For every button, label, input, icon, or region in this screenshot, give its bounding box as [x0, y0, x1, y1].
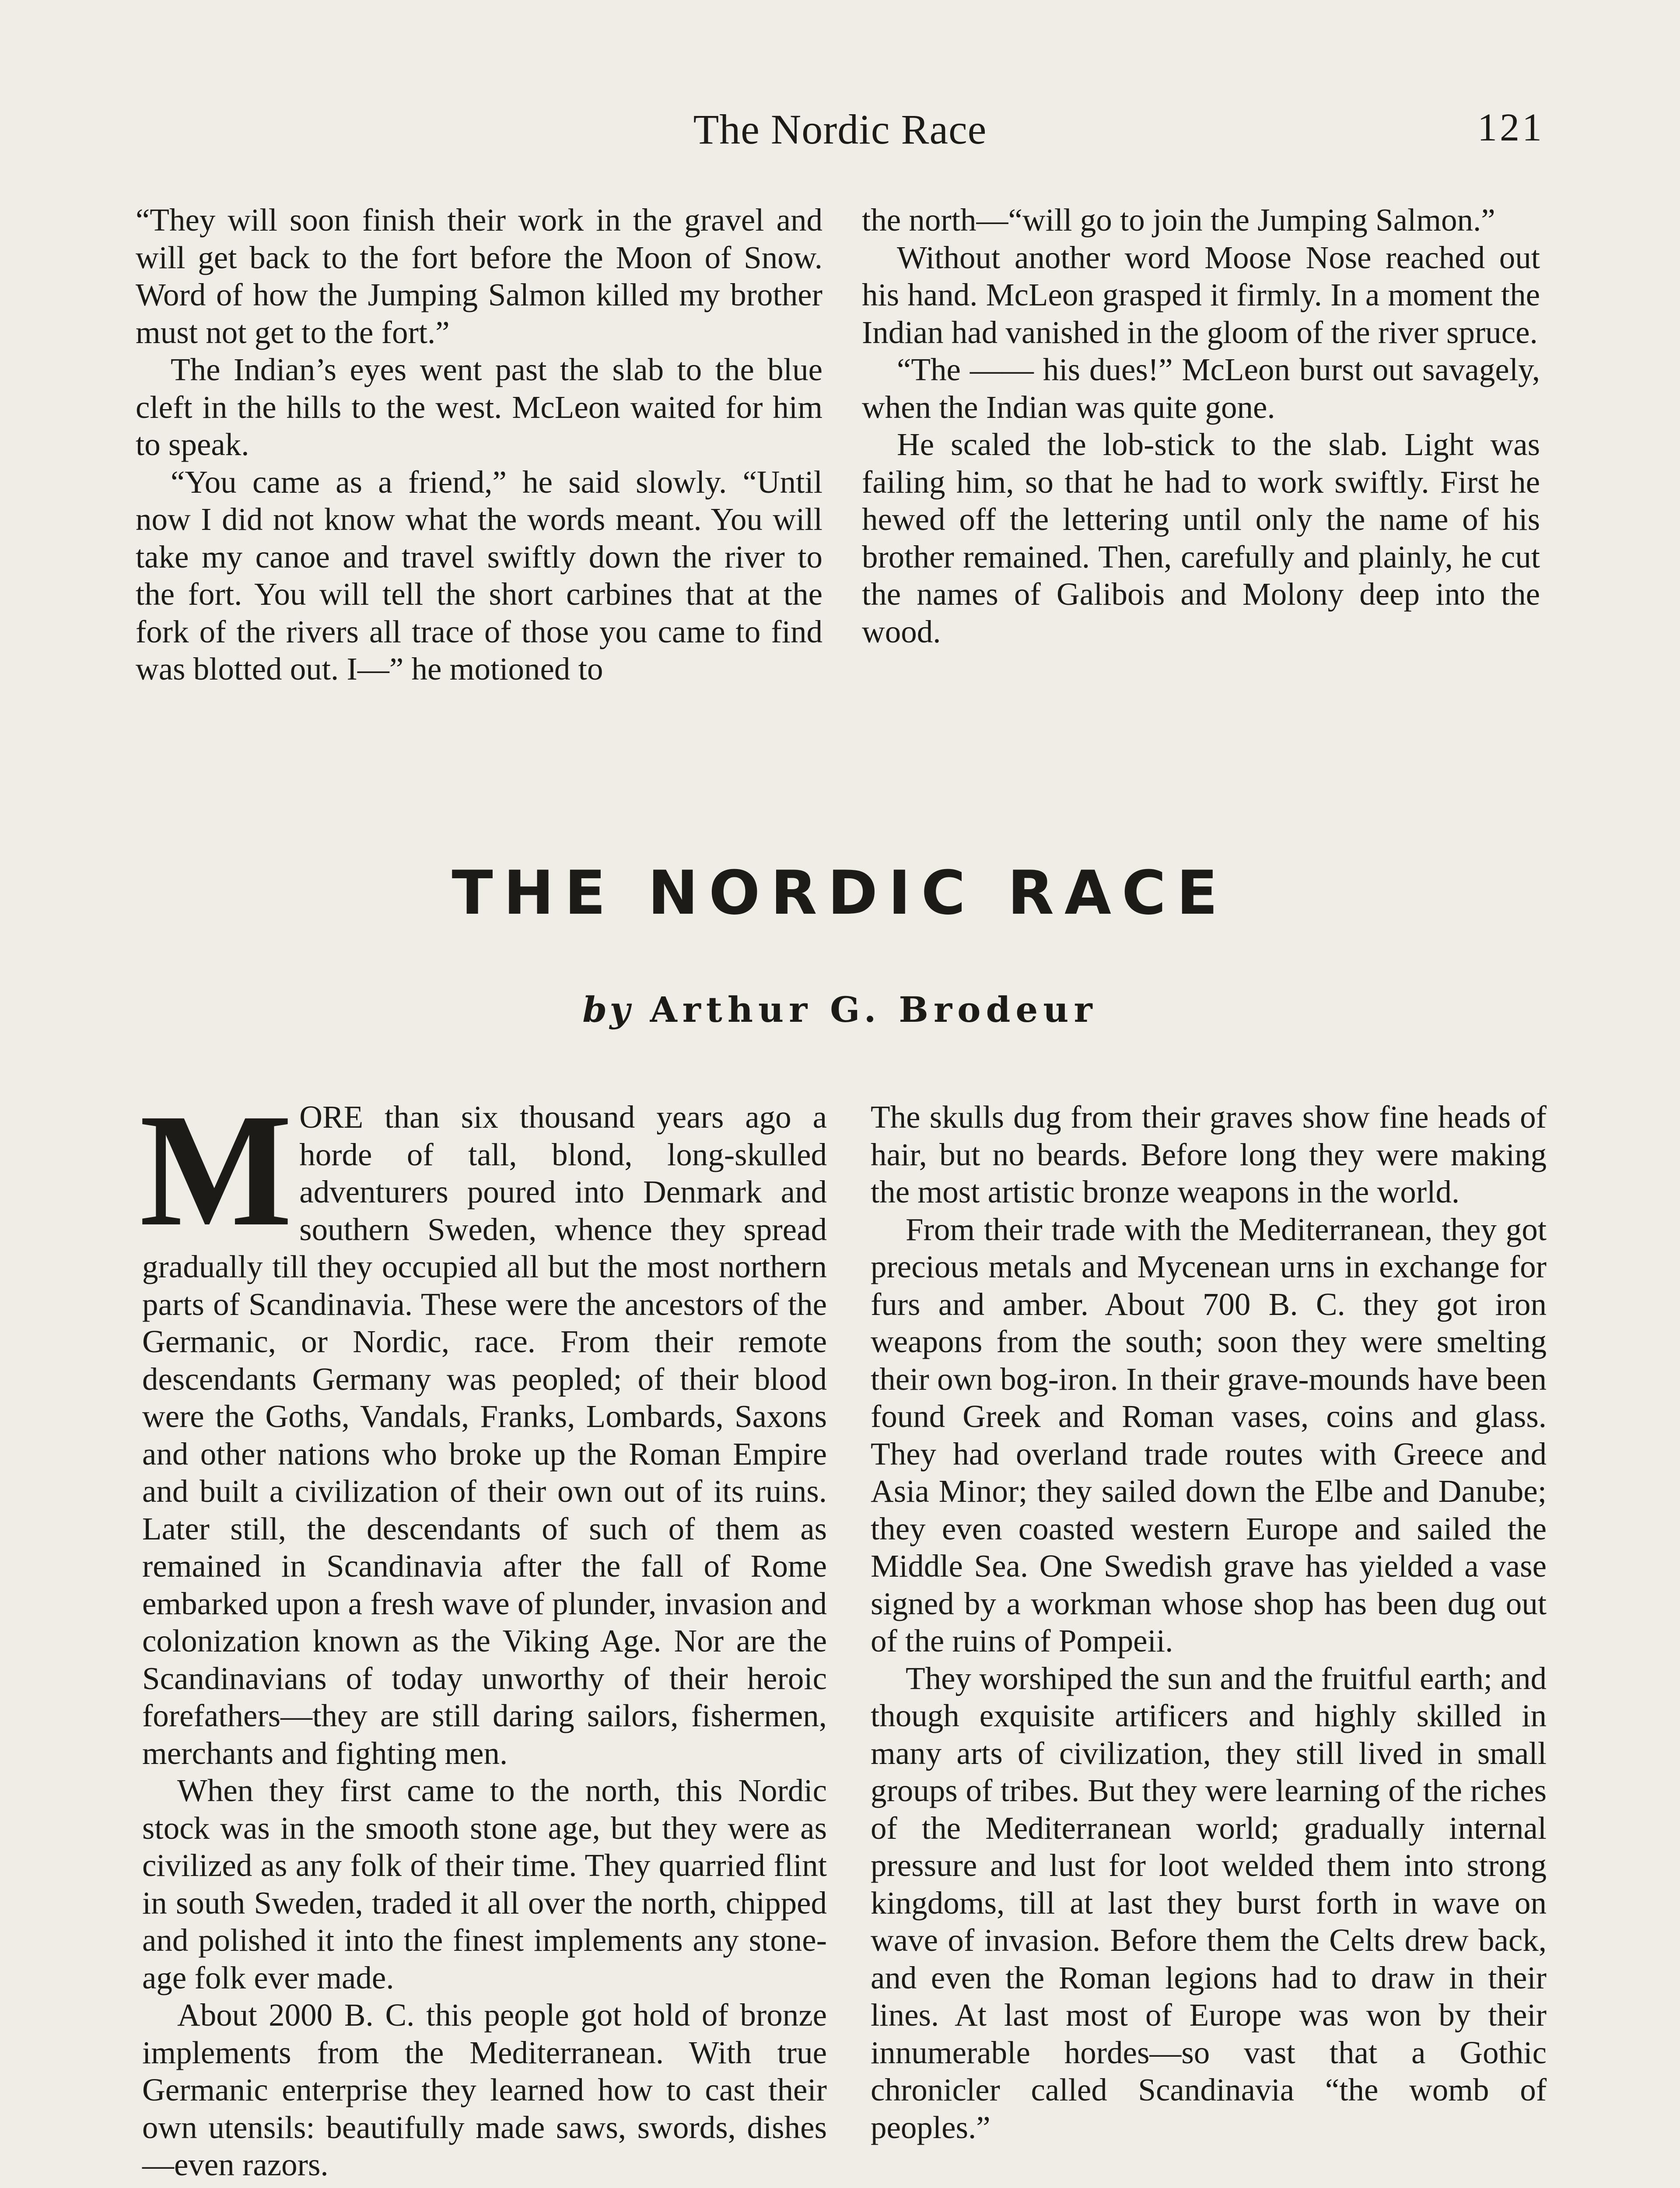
article-paragraph — [140, 1080, 827, 1772]
page-header — [136, 105, 1544, 162]
article-opening-text: ORE than six thousand years ago a horde of tall, blond, long-skulled adventurers poured into Denmark and southern Sweden, whence they spread gradually till they occupied all but the most northern parts of Scandinavia. These were the ancestors of the Germanic, or Nordic, race. From their remote descendants Germany was peopled; of their blood were the Goths, Vandals, Franks, Lombards, Saxons and other nations who broke up the Roman Empire and built a civilization of their own out of its ruins. Later still, the descendants of such of them as remained in Scandinavia after the fall of Rome embarked upon a fresh wave of plunder, invasion and colonization known as the Viking Age. Nor are the Scandinavians of today unworthy of their heroic forefathers—they are still daring sailors, fishermen, merchants and fighting men. — [142, 1099, 827, 1771]
byline — [0, 989, 1680, 1030]
story-paragraph: “You came as a friend,” he said slowly. “Until now I did not know what the words meant. You will take my canoe and travel swiftly down the river to the fort. You will tell the short carbines that at the fork of the rivers all trace of those you came to find was blotted out. I—” he motioned to — [136, 464, 822, 687]
article-paragraph: They worshiped the sun and the fruitful earth; and though exquisite artificers and highly skilled in many arts of civilization, they still lived in small groups of tribes. But they were learning of the riches of the Mediterranean world; gradually internal pressure and lust for loot welded them into strong kingdoms, till at last they burst forth in wave on wave of invasion. Before them the Celts drew back, and even the Roman legions had to draw in their lines. At last most of Europe was won by their innumerable hordes—so vast that a Gothic chronicler called Scandinavia “the womb of peoples.” — [871, 1660, 1547, 2145]
story-end-right-column — [862, 201, 1540, 650]
article-paragraph: When they first came to the north, this Nordic stock was in the smooth stone age, but they were as civilized as any folk of their time. They quarried flint in south Sweden, traded it all over the north, chipped and polished it into the finest implements any stone-age folk ever made. — [142, 1773, 827, 1995]
story-paragraph: the north—“will go to join the Jumping Salmon.” — [862, 202, 1495, 238]
article-left-column — [140, 1080, 827, 2184]
drop-cap: M — [140, 1080, 293, 1260]
story-paragraph: The Indian’s eyes went past the slab to the blue cleft in the hills to the west. McLeon waited for him to speak. — [136, 352, 822, 462]
story-end-left-column — [136, 201, 822, 688]
byline-author: Arthur G. Brodeur — [650, 989, 1098, 1030]
article-right-column — [871, 1098, 1547, 2146]
story-paragraph: “They will soon finish their work in the gravel and will get back to the fort before the Moon of Snow. Word of how the Jumping Salmon killed my brother must not get to the fort.” — [136, 202, 822, 350]
article-title: THE NORDIC RACE — [452, 858, 1228, 928]
running-title: The Nordic Race — [693, 106, 987, 153]
article-paragraph: The skulls dug from their graves show fine heads of hair, but no beards. Before long they were making the most artistic bronze weapons in the world. — [871, 1099, 1547, 1210]
story-paragraph: “The —— his dues!” McLeon burst out savagely, when the Indian was quite gone. — [862, 352, 1540, 425]
article-paragraph: From their trade with the Mediterranean, they got precious metals and Mycenean urns in exchange for furs and amber. About 700 B. C. they got iron weapons from the south; soon they were smelting their own bog-iron. In their grave-mounds have been found Greek and Roman vases, coins and glass. They had overland trade routes with Greece and Asia Minor; they sailed down the Elbe and Danube; they even coasted western Europe and sailed the Middle Sea. One Swedish grave has yielded a vase signed by a workman whose shop has been dug out of the ruins of Pompeii. — [871, 1211, 1547, 1659]
byline-prefix: by — [582, 989, 633, 1030]
article-paragraph: About 2000 B. C. this people got hold of bronze implements from the Mediterranean. With true Germanic enterprise they learned how to cast their own utensils: beautifully made saws, swords, dishes—even razors. — [142, 1997, 827, 2182]
page-number: 121 — [1477, 106, 1544, 149]
story-paragraph: Without another word Moose Nose reached out his hand. McLeon grasped it firmly. In a moment the Indian had vanished in the gloom of the river spruce. — [862, 239, 1540, 350]
story-paragraph: He scaled the lob-stick to the slab. Light was failing him, so that he had to work swiftly. First he hewed off the lettering until only the name of his brother remained. Then, carefully and plainly, he cut the names of Galibois and Molony deep into the wood. — [862, 427, 1540, 649]
